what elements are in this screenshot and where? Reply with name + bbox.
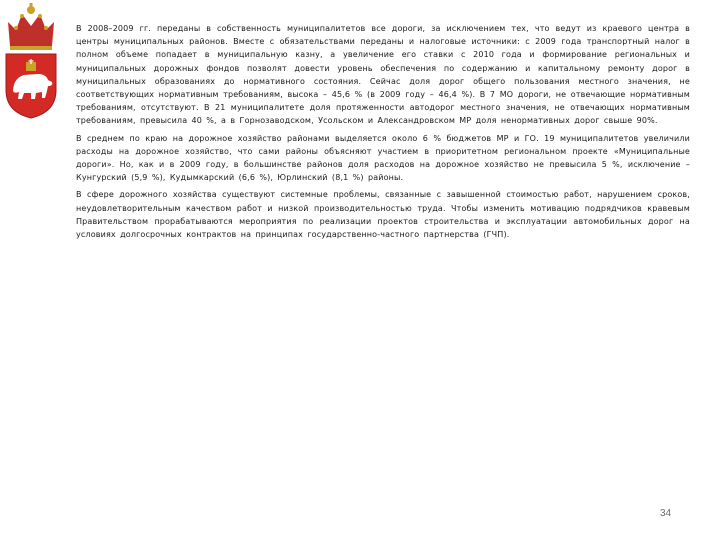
page-number: 34	[660, 508, 672, 519]
document-body	[76, 22, 690, 245]
paragraph-3: В сфере дорожного хозяйства существуют системные проблемы, связанные с завышенной стоимостью работ, нарушением сроков, неудовлетворительным качеством работ и низкой производительностью труда. Чтобы изменить мотивацию подрядчиков кравевым Правительством прорабатываются мероприятия по реализации проектов строительства и эксплуатации автомобильных дорог на условиях долгосрочных контрактов на принципах государственно-частного партнерства (ГЧП).	[76, 190, 690, 240]
coat-of-arms-icon	[0, 0, 62, 122]
paragraph-1: В 2008–2009 гг. переданы в собственность муниципалитетов все дороги, за исключением тех, что ведут из краевого центра в центры муниципальных районов. Вместе с обязательствами переданы и налоговые источники: с 2009 года транспортный налог в полном объеме попадает в муниципальную казну, а увеличение его ставки с 2010 года и формирование региональных и муниципальных дорожных фондов позволят довести уровень обеспечения по содержанию и капитальному ремонту дорог в муниципальных образованиях до нормативного состояния. Сейчас доля дорог общего пользования местного значения, не соответствующих нормативным требованиям, высока – 45,6 % (в 2009 году – 46,4 %). В 7 МО дороги, не отвечающие нормативным требованиям, отсутствуют. В 21 муниципалитете доля протяженности автодорог местного значения, не отвечающих нормативным требованиям, превысила 40 %, а в Горнозаводском, Усольском и Александровском МР доля ненормативных дорог свыше 90%.	[76, 24, 690, 126]
paragraph-2: В среднем по краю на дорожное хозяйство районами выделяется около 6 % бюджетов МР и ГО. 19 муниципалитетов увеличили расходы на дорожное хозяйство, что сами районы объясняют участием в приоритетном региональном проекте «Муниципальные дороги». Но, как и в 2009 году, в большинстве районов доля расходов на дорожное хозяйство не превысила 5 %, исключение – Кунгурский (5,9 %), Кудымкарский (6,6 %), Юрлинский (8,1 %) районы.	[76, 133, 690, 183]
crown-icon	[8, 3, 54, 50]
